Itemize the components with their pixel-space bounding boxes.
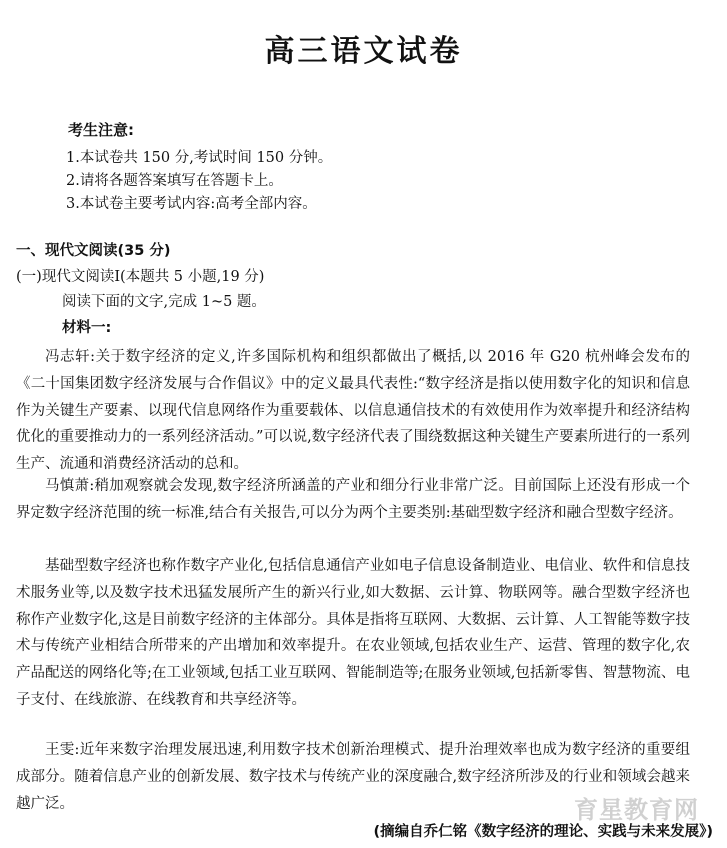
material-paragraph: 基础型数字经济也称作数字产业化,包括信息通信产业如电子信息设备制造业、电信业、软件和信息技术服务业等,以及数字技术迅猛发展所产生的新兴行业,如大数据、云计算、物联网等。融合型数字经济也称作产业数字化,这是目前数字经济的主体部分。具体是指将互联网、大数据、云计算、人工智能等数字技术与传统产业相结合所带来的产出增加和效率提升。在农业领域,包括农业生产、运营、管理的数字化,农产品配送的网络化等;在工业领域,包括工业互联网、智能制造等;在服务业领域,包括新零售、智慧物流、电子支付、在线旅游、在线教育和共享经济等。: [16, 558, 690, 708]
notice-heading: 考生注意:: [68, 121, 134, 139]
material-label: 材料一:: [62, 320, 112, 336]
material-paragraph: 冯志轩:关于数字经济的定义,许多国际机构和组织都做出了概括,以 2016 年 G20 杭州峰会发布的《二十国集团数字经济发展与合作倡议》中的定义最具代表性:“数字经济是指以使用数字化的知识和信息作为关键生产要素、以现代信息网络作为重要载体、以信息通信技术的有效使用作为效率提升和经济结构优化的重要推动力的一系列经济活动。”可以说,数字经济代表了围绕数据这种关键生产要素所进行的一系列生产、流通和消费经济活动的总和。: [16, 349, 690, 473]
subsection-heading: (一)现代文阅读Ⅰ(本题共 5 小题,19 分): [16, 269, 265, 285]
reading-instruction: 阅读下面的文字,完成 1~5 题。: [62, 294, 266, 310]
notice-item: 1.本试卷共 150 分,考试时间 150 分钟。: [66, 150, 333, 166]
notice-item: 2.请将各题答案填写在答题卡上。: [66, 173, 283, 189]
section-heading: 一、现代文阅读(35 分): [16, 243, 171, 259]
material-paragraph: 马慎萧:稍加观察就会发现,数字经济所涵盖的产业和细分行业非常广泛。目前国际上还没有形成一个界定数字经济范围的统一标准,结合有关报告,可以分为两个主要类别:基础型数字经济和融合型数字经济。: [16, 478, 690, 521]
notice-item: 3.本试卷主要考试内容:高考全部内容。: [66, 196, 317, 212]
source-citation: (摘编自乔仁铭《数字经济的理论、实践与未来发展》): [373, 824, 713, 840]
watermark-logo: 育星教育网: [574, 796, 699, 824]
page-title: 高三语文试卷: [264, 34, 463, 69]
material-paragraph: 王雯:近年来数字治理发展迅速,利用数字技术创新治理模式、提升治理效率也成为数字经济的重要组成部分。随着信息产业的创新发展、数字技术与传统产业的深度融合,数字经济所涉及的行业和领域会越来越广泛。: [16, 742, 690, 812]
